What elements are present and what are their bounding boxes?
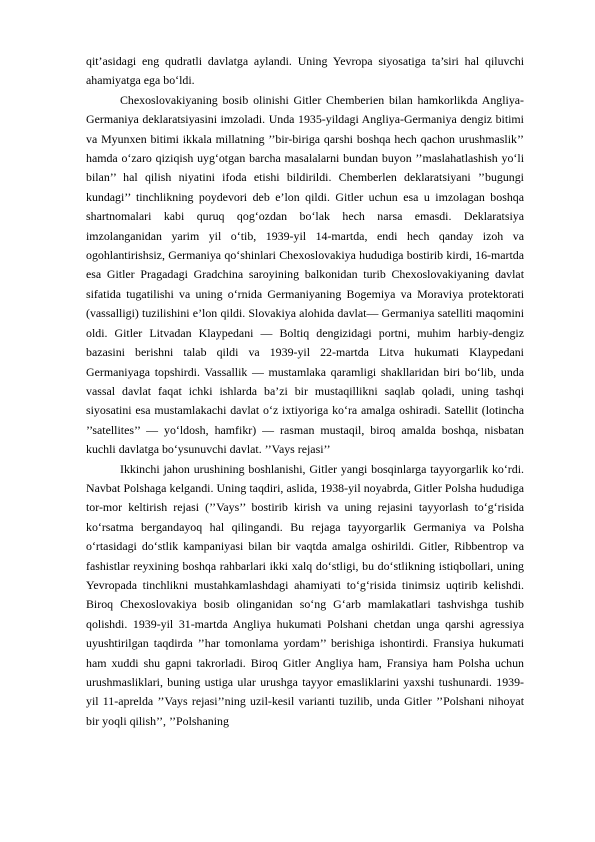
paragraph-continuation: qit’asidagi eng qudratli davlatga aylandi. Uning Yevropa siyosatiga ta’siri hal qiluvchi ahamiyatga ega bo‘ldi.: [86, 54, 524, 88]
document-page: [86, 52, 524, 731]
paragraph-world-war-two-start: Ikkinchi jahon urushining boshlanishi, Gitler yangi bosqinlarga tayyorgarlik ko‘rdi. Navbat Polshaga kelgandi. Uning taqdiri, aslida, 1938-yil noyabrda, Gitler Polsha hududiga tor-mor keltirish rejasi (’’Vays’’ bostirib kirish va uning rejasini tayyorlash to‘g‘risida ko‘rsatma bergandayoq hal qilingandi. Bu rejaga tayyorgarlik Germaniya va Polsha o‘rtasidagi do‘stlik kampaniyasi bilan bir vaqtda amalga oshirildi. Gitler, Ribbentrop va fashistlar reyxining boshqa rahbarlari ikki xalq do‘stligi, bu do‘stlikning istiqbollari, uning Yevropada tinchlikni mustahkamlashdagi ahamiyati to‘g‘risida tinimsiz uqtirib kelishdi. Biroq Chexoslovakiya bosib olinganidan so‘ng G‘arb mamlakatlari tashvishga tushib qolishdi. 1939-yil 31-martda Angliya hukumati Polshani chetdan unga qarshi agressiya uyushtirilgan taqdirda ’’har tomonlama yordam’’ berishiga ishontirdi. Fransiya hukumati ham xuddi shu gapni takrorladi. Biroq Gitler Angliya ham, Fransiya ham Polsha uchun urushmasliklari, buning ustiga ular urushga tayyor emasliklarini yaxshi tushunardi. 1939-yil 11-aprelda ’’Vays rejasi’’ning uzil-kesil varianti tuzilib, unda Gitler ’’Polshani nihoyat bir yoqli qilish’’, ’’Polshaning: [86, 461, 524, 728]
paragraph-czechoslovakia-occupation: Chexoslovakiyaning bosib olinishi Gitler Chemberien bilan hamkorlikda Angliya-Germaniya deklaratsiyasini imzoladi. Unda 1935-yildagi Angliya-Germaniya dengiz bitimi va Myunxen bitimi ikkala millatning ’’bir-biriga qarshi boshqa hech qachon urushmaslik’’ hamda o‘zaro qiziqish uyg‘otgan barcha masalalarni bundan buyon ’’maslahatlashish yo‘li bilan’’ hal qilish niyatini ifoda etishi bildirildi. Chemberlen deklaratsiyani ’’bugungi kundagi’’ tinchlikning poydevori deb e’lon qildi. Gitler uchun esa u imzolagan boshqa shartnomalari kabi quruq qog‘ozdan bo‘lak hech narsa emasdi. Deklaratsiya imzolanganidan yarim yil o‘tib, 1939-yil 14-martda, endi hech qanday izoh va ogohlantirishsiz, Germaniya qo‘shinlari Chexoslovakiya hududiga bostirib kirdi, 16-martda esa Gitler Pragadagi Gradchina saroyining balkonidan turib Chexoslovakiyaning davlat sifatida tugatilishi va uning o‘rnida Germaniyaning Bogemiya va Moraviya protektorati (vassalligi) tuzilishini e’lon qildi. Slovakiya alohida davlat— Germaniya satelliti maqomini oldi. Gitler Litvadan Klaypedani — Boltiq dengizidagi portni, muhim harbiy-dengiz bazasini berishni talab qildi va 1939-yil 22-martda Litva hukumati Klaypedani Germaniyaga topshirdi. Vassallik — mustamlaka qaramligi shakllaridan biri bo‘lib, unda vassal davlat faqat ichki ishlarda ba’zi bir mustaqillikni saqlab qoladi, uning tashqi siyosatini esa mustamlakachi davlat o‘z ixtiyoriga ko‘ra amalga oshiradi. Satellit (lotincha ’’satellites’’ — yo‘ldosh, hamfikr) — rasman mustaqil, biroq amalda boshqa, nisbatan kuchli davlatga bo‘ysunuvchi davlat. ’’Vays rejasi’’: [86, 92, 524, 457]
